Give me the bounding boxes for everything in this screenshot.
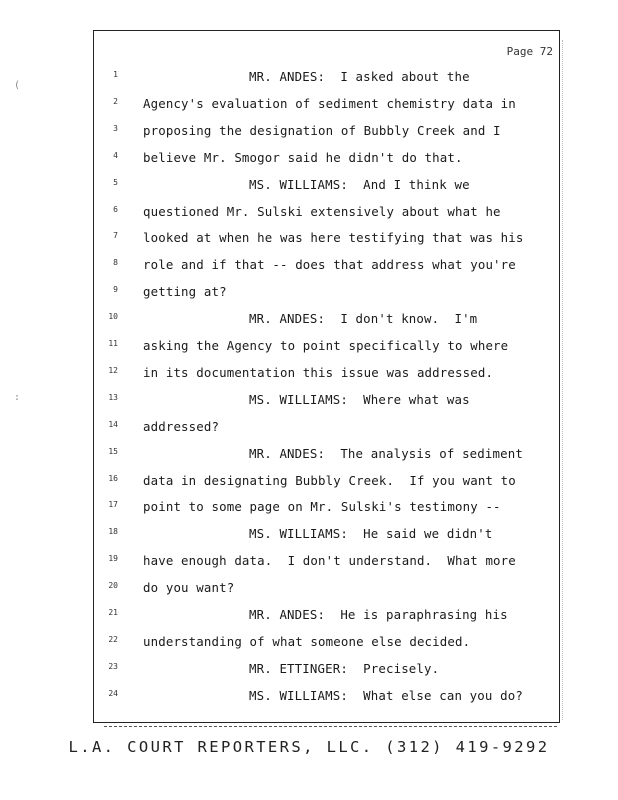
scan-edge-mark (562, 40, 565, 720)
transcript-line (94, 605, 561, 625)
line-text: have enough data. I don't understand. What more (143, 553, 516, 569)
transcript-line (94, 255, 561, 275)
line-text: in its documentation this issue was addressed. (143, 364, 494, 380)
line-text: getting at? (143, 284, 227, 300)
line-text: point to some page on Mr. Sulski's testimony -- (143, 499, 501, 515)
line-number: 1 (113, 70, 118, 79)
transcript-line (94, 67, 561, 87)
line-number: 17 (108, 500, 118, 510)
line-number: 13 (108, 392, 118, 402)
line-number: 24 (108, 688, 118, 698)
page-number: Page 72 (506, 45, 553, 58)
transcript-line (94, 148, 561, 168)
transcript-line (94, 94, 561, 114)
transcript-line (94, 471, 561, 491)
line-text: MS. WILLIAMS: What else can you do? (249, 687, 523, 703)
line-number: 3 (113, 123, 118, 133)
line-text: questioned Mr. Sulski extensively about what he (143, 203, 501, 219)
line-number: 4 (113, 150, 118, 160)
transcript-line (94, 363, 561, 383)
line-text: MR. ETTINGER: Precisely. (249, 660, 440, 676)
line-text: MS. WILLIAMS: He said we didn't (249, 526, 493, 542)
line-number: 21 (108, 608, 118, 617)
transcript-line (94, 121, 561, 141)
line-text: Agency's evaluation of sediment chemistry data in (143, 95, 516, 111)
transcript-line (94, 578, 561, 598)
transcript-line (94, 175, 561, 195)
line-text: MR. ANDES: I don't know. I'm (249, 311, 478, 327)
line-number: 6 (113, 204, 118, 214)
transcript-line (94, 228, 561, 248)
scan-speck: ( (14, 80, 21, 91)
line-number: 20 (108, 581, 118, 591)
transcript-line (94, 551, 561, 571)
line-number: 23 (108, 661, 118, 671)
line-number: 18 (108, 527, 118, 537)
transcript-line (94, 336, 561, 356)
transcript-line (94, 417, 561, 437)
line-text: addressed? (143, 418, 220, 434)
line-text: do you want? (143, 580, 235, 596)
line-text: MR. ANDES: The analysis of sediment (249, 445, 523, 461)
transcript-line (94, 497, 561, 517)
transcript-line (94, 309, 561, 329)
line-text: understanding of what someone else decided. (143, 633, 471, 649)
transcript-page-frame (93, 30, 560, 723)
transcript-line (94, 444, 561, 464)
line-text: looked at when he was here testifying that was his (143, 230, 524, 246)
line-text: role and if that -- does that address what you're (143, 257, 516, 273)
transcript-line (94, 390, 561, 410)
line-text: MR. ANDES: He is paraphrasing his (249, 607, 508, 622)
line-text: data in designating Bubbly Creek. If you want to (143, 472, 516, 488)
transcript-line (94, 632, 561, 652)
line-text: MS. WILLIAMS: And I think we (249, 176, 470, 192)
line-text: believe Mr. Smogor said he didn't do that. (143, 149, 463, 165)
line-number: 8 (113, 258, 118, 268)
line-number: 10 (108, 312, 118, 322)
line-number: 5 (113, 177, 118, 187)
line-text: MS. WILLIAMS: Where what was (249, 391, 470, 407)
line-text: proposing the designation of Bubbly Creek and I (143, 122, 501, 138)
scan-speck: : (14, 392, 21, 403)
line-number: 9 (113, 285, 118, 295)
line-number: 14 (108, 419, 118, 429)
line-number: 16 (108, 473, 118, 483)
line-number: 7 (113, 231, 118, 241)
court-reporter-footer: L.A. COURT REPORTERS, LLC. (312) 419-9292 (68, 738, 550, 756)
line-number: 12 (108, 365, 118, 375)
line-number: 22 (108, 634, 118, 644)
line-text: asking the Agency to point specifically to where (143, 338, 509, 353)
line-number: 15 (108, 446, 118, 456)
transcript-line (94, 202, 561, 222)
line-text: MR. ANDES: I asked about the (249, 69, 470, 84)
transcript-line (94, 282, 561, 302)
line-number: 11 (108, 339, 118, 348)
transcript-line (94, 659, 561, 679)
line-number: 2 (113, 96, 118, 106)
line-number: 19 (108, 554, 118, 564)
transcript-line (94, 686, 561, 706)
transcript-line (94, 524, 561, 544)
